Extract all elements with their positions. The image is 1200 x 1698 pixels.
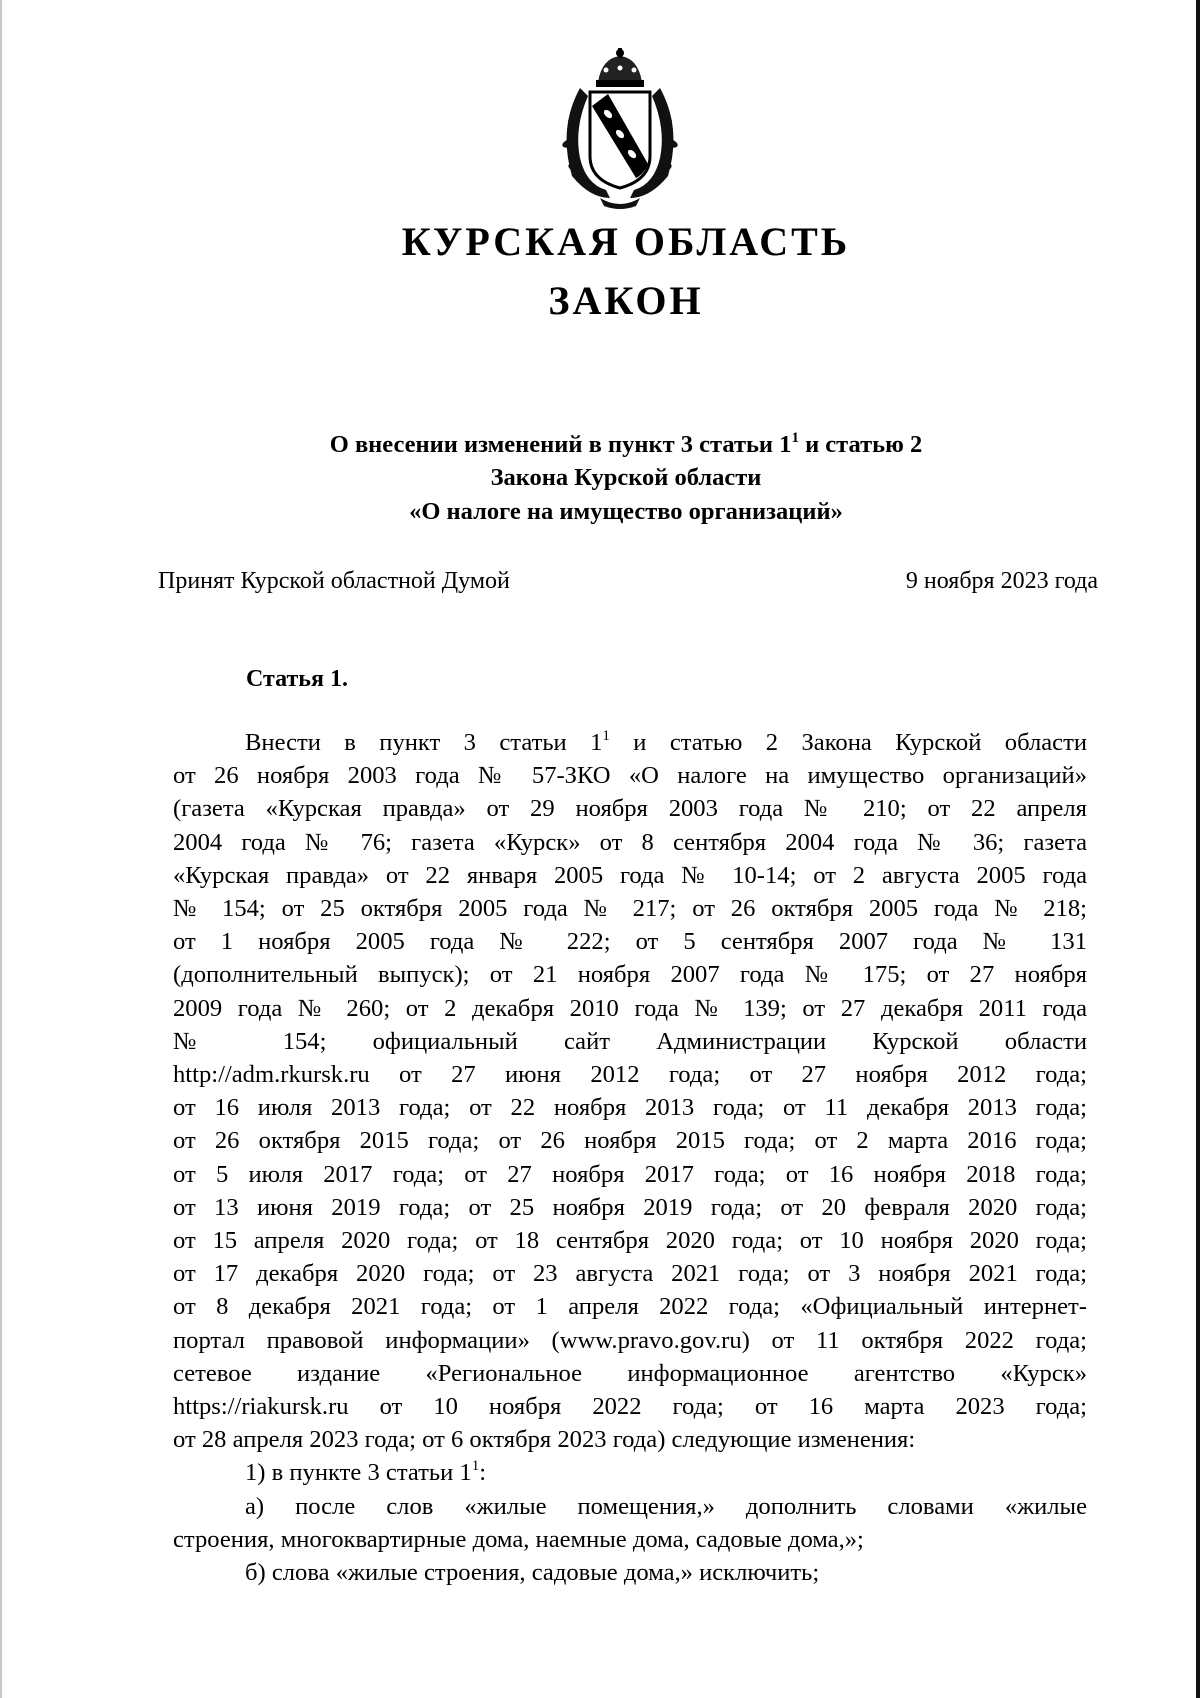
- paragraph-line: от 17 декабря 2020 года; от 23 августа 2021 года; от 3 ноября 2021 года;: [173, 1260, 1087, 1288]
- paragraph-line: от 13 июня 2019 года; от 25 ноября 2019 года; от 20 февраля 2020 года;: [173, 1193, 1087, 1221]
- item-b: б) слова «жилые строения, садовые дома,» исключить;: [245, 1559, 820, 1587]
- kursk-coat-of-arms-icon: [550, 48, 690, 210]
- paragraph-line: сетевое издание «Региональное информационное агентство «Курск»: [173, 1359, 1087, 1387]
- paragraph-line: http://adm.rkursk.ru от 27 июня 2012 года; от 27 ноября 2012 года;: [173, 1061, 1087, 1089]
- paragraph-line: 2009 года № 260; от 2 декабря 2010 года № 139; от 27 декабря 2011 года: [173, 994, 1087, 1022]
- paragraph-line: от 8 декабря 2021 года; от 1 апреля 2022 года; «Официальный интернет-: [173, 1293, 1087, 1321]
- article-heading: Статья 1.: [246, 666, 348, 692]
- paragraph-line: от 15 апреля 2020 года; от 18 сентября 2020 года; от 10 ноября 2020 года;: [173, 1227, 1087, 1255]
- paragraph-line: от 5 июля 2017 года; от 27 ноября 2017 года; от 16 ноября 2018 года;: [173, 1160, 1087, 1188]
- law-title-line-2: Закона Курской области: [490, 464, 762, 491]
- item-1: 1) в пункте 3 статьи $1^1$:: [245, 1458, 487, 1487]
- law-title-line-1: О внесении изменений в пункт 3 статьи $1^1$ и статью 2: [329, 430, 923, 458]
- item-a-line-1: а) после слов «жилые помещения,» дополнить словами «жилые: [245, 1492, 1087, 1520]
- paragraph-line: (дополнительный выпуск); от 21 ноября 2007 года № 175; от 27 ноября: [173, 961, 1087, 989]
- article-body: [173, 726, 1087, 1589]
- paragraph-line: от 26 октября 2015 года; от 26 ноября 2015 года; от 2 марта 2016 года;: [173, 1127, 1087, 1155]
- document-type: ЗАКОН: [548, 278, 704, 323]
- item-a-line-2: строения, многоквартирные дома, наемные дома, садовые дома,»;: [173, 1525, 864, 1553]
- paragraph-line: от 16 июля 2013 года; от 22 ноября 2013 года; от 11 декабря 2013 года;: [173, 1094, 1087, 1122]
- paragraph-line: от 1 ноября 2005 года № 222; от 5 сентября 2007 года № 131: [173, 928, 1087, 956]
- paragraph-line: (газета «Курская правда» от 29 ноября 2003 года № 210; от 22 апреля: [173, 795, 1087, 823]
- law-title-line-3: «О налоге на имущество организаций»: [409, 498, 843, 525]
- paragraph-line: № 154; от 25 октября 2005 года № 217; от 26 октября 2005 года № 218;: [173, 895, 1087, 923]
- paragraph-line: № 154; официальный сайт Администрации Курской области: [173, 1027, 1087, 1055]
- paragraph-line: https://riakursk.ru от 10 ноября 2022 года; от 16 марта 2023 года;: [173, 1393, 1087, 1421]
- paragraph-line: Внести в пункт 3 статьи $1^1$ и статью 2 Закона Курской области: [245, 728, 1087, 756]
- paragraph-line: от 28 апреля 2023 года; от 6 октября 2023 года) следующие изменения:: [173, 1426, 916, 1454]
- paragraph-line: портал правовой информации» (www.pravo.gov.ru) от 11 октября 2022 года;: [173, 1326, 1087, 1354]
- paragraph-line: «Курская правда» от 22 января 2005 года № 10-14; от 2 августа 2005 года: [173, 861, 1087, 889]
- paragraph-line: 2004 года № 76; газета «Курск» от 8 сентября 2004 года № 36; газета: [173, 828, 1087, 856]
- region-title: КУРСКАЯ ОБЛАСТЬ: [401, 219, 851, 264]
- adopted-by: Принят Курской областной Думой: [158, 568, 510, 594]
- paragraph-line: от 26 ноября 2003 года № 57-ЗКО «О налоге на имущество организаций»: [173, 762, 1087, 790]
- adopted-date: 9 ноября 2023 года: [905, 568, 1098, 594]
